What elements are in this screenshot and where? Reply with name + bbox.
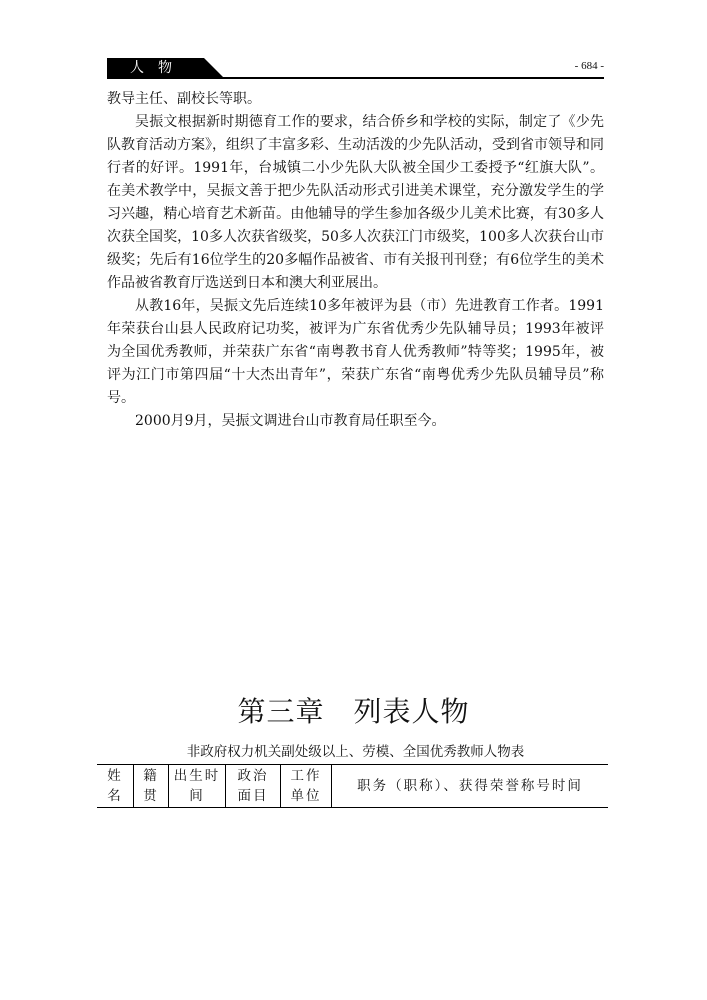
column-header-position-honors: 职务（职称）、获得荣誉称号时间	[332, 765, 609, 808]
column-header-native-place: 籍 贯	[134, 765, 169, 808]
paragraph: 从教16年，吴振文先后连续10多年被评为县（市）先进教育工作者。1991年荣获台山县人民政府记功奖，被评为广东省优秀少先队辅导员；1993年被评为全国优秀教师，并荣获广东省“南粤教书育人优秀教师”特等奖；1995年，被评为江门市第四届“十大杰出青年”，荣获广东省“南粤优秀少先队员辅导员”称号。	[107, 298, 604, 406]
paragraph: 吴振文根据新时期德育工作的要求，结合侨乡和学校的实际，制定了《少先队教育活动方案》，组织了丰富多彩、生动活泼的少先队活动，受到省市领导和同行者的好评。1991年，台城镇二小少先队大队被全国少工委授予“红旗大队”。在美术教学中，吴振文善于把少先队活动形式引进美术课堂，充分激发学生的学习兴趣，精心培育艺术新苗。由他辅导的学生参加各级少儿美术比赛，有30多人次获全国奖，10多人次获省级奖，50多人次获江门市级奖，100多人次获台山市级奖；先后有16位学生的20多幅作品被省、市有关报刊刊登；有6位学生的美术作品被省教育厅选送到日本和澳大利亚展出。	[107, 114, 604, 291]
table-header-row	[97, 765, 608, 808]
paragraph: 2000月9月，吴振文调进台山市教育局任职至今。	[135, 413, 446, 429]
table-caption: 非政府权力机关副处级以上、劳模、全国优秀教师人物表	[186, 744, 525, 760]
column-header-birth-date: 出生时 间	[169, 765, 226, 808]
page-number: - 684 -	[574, 60, 604, 72]
people-table	[97, 764, 608, 808]
body-text	[107, 88, 604, 433]
column-header-name: 姓 名	[97, 765, 134, 808]
paragraph: 教导主任、副校长等职。	[107, 91, 261, 107]
header-section-label: 人物	[130, 60, 186, 76]
chapter-title: 第三章 列表人物	[237, 695, 470, 728]
column-header-political-status: 政治 面目	[226, 765, 281, 808]
column-header-work-unit: 工作 单位	[281, 765, 332, 808]
header-rule	[107, 77, 604, 79]
